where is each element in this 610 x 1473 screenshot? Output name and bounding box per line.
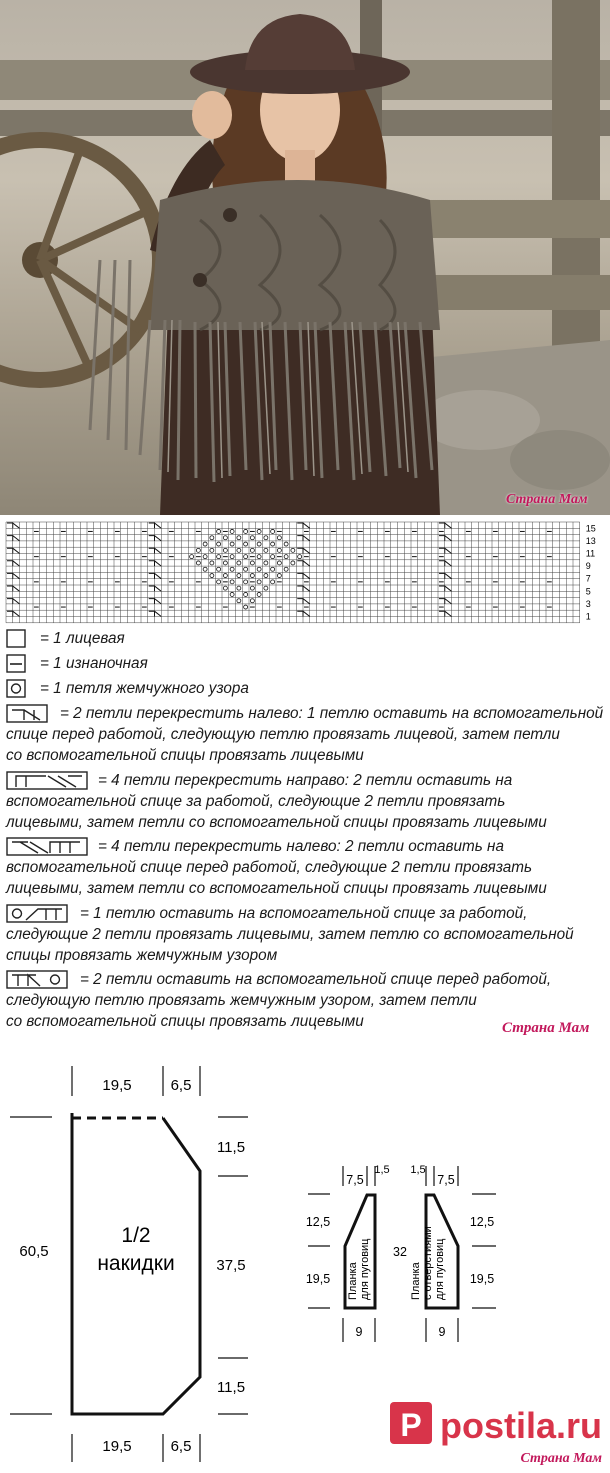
legend-item-knit: [6, 628, 125, 649]
left-band-upper-height: 12,5: [305, 1215, 331, 1229]
postila-logo: [390, 1402, 602, 1446]
legend-item-purl: [6, 653, 148, 674]
svg-text:для пуговиц: для пуговиц: [359, 1238, 371, 1300]
dim-right-middle: 37,5: [216, 1257, 246, 1274]
chart-row-number: 11: [585, 548, 596, 559]
legend-text: = 2 петли оставить на вспомогательной спице перед работой, следующую петлю провязать жемчужным узором, затем петли со вспомогательной спицы провязать лицевыми: [6, 971, 552, 1030]
brand-watermark: Страна Мам: [520, 1451, 602, 1466]
purl-symbol: [6, 654, 28, 674]
brand-watermark: Страна Мам: [502, 1020, 590, 1036]
dim-right-bottom: 11,5: [216, 1379, 246, 1396]
postila-wordmark: postila.ru: [440, 1405, 603, 1446]
chart-row-number: 7: [585, 573, 591, 584]
cross-left-2-symbol: [6, 704, 50, 724]
svg-text:для пуговиц: для пуговиц: [434, 1238, 446, 1300]
left-band-top-offset: 1,5: [374, 1164, 390, 1176]
schematic-diagram: [0, 1060, 610, 1468]
legend-item-seed: [6, 678, 249, 699]
knitting-chart: [0, 518, 610, 626]
svg-text:P: P: [400, 1407, 422, 1443]
seed-cross-left-symbol: [6, 970, 70, 990]
right-band-lower-height: 19,5: [469, 1272, 495, 1286]
right-band-upper-height: 12,5: [469, 1215, 495, 1229]
left-band-label: [347, 1238, 371, 1300]
knit-symbol: [6, 629, 28, 649]
dim-right-top: 11,5: [216, 1139, 246, 1156]
chart-row-number: 9: [585, 561, 591, 572]
right-band-label: [410, 1226, 446, 1300]
legend-item-seed-cross-left: [6, 969, 551, 1032]
poncho-model-photo: [0, 0, 610, 515]
legend-text: = 1 изнаночная: [40, 655, 148, 672]
right-band-top-offset: 1,5: [410, 1164, 426, 1176]
legend-text: = 1 петля жемчужного узора: [40, 680, 249, 697]
brand-watermark: Страна Мам: [506, 492, 588, 507]
svg-text:с отверстиями: с отверстиями: [422, 1226, 434, 1300]
legend-text: = 4 петли перекрестить налево: 2 петли оставить на вспомогательной спице перед работой, следующие 2 петли провязать лицевыми, затем петли со вспомогательной спицы провязать лицевыми: [6, 838, 547, 897]
chart-row-number: 1: [585, 611, 591, 622]
dim-total-height: 60,5: [19, 1243, 49, 1260]
cross-left-4-symbol: [6, 837, 90, 857]
left-band-bottom-width: 9: [355, 1325, 363, 1339]
left-band-top-width: 7,5: [346, 1173, 364, 1187]
legend-text: = 2 петли перекрестить налево: 1 петлю оставить на вспомогательной спице перед работой, следующую петлю провязать лицевой, затем петли со вспомогательной спицы провязать лицевыми: [6, 705, 604, 764]
cross-right-4-symbol: [6, 771, 90, 791]
chart-row-number: 3: [585, 598, 591, 609]
dim-top-bevel: 6,5: [170, 1077, 192, 1094]
legend-item-cross-left-2: [6, 703, 603, 766]
schematic-svg: [0, 1060, 610, 1468]
legend-text: = 4 петли перекрестить направо: 2 петли оставить на вспомогательной спице за работой, следующие 2 петли провязать лицевыми, затем петли со вспомогательной спицы провязать лицевыми: [6, 772, 547, 831]
chart-row-number: 5: [585, 586, 591, 597]
hero-photo: [0, 0, 610, 515]
dim-bottom-width: 19,5: [102, 1438, 132, 1455]
chart-grid: [0, 518, 610, 626]
dim-top-width: 19,5: [102, 1077, 132, 1094]
main-piece-label-1: 1/2: [121, 1224, 151, 1247]
legend-text: = 1 лицевая: [40, 630, 125, 647]
svg-text:Планка: Планка: [347, 1262, 359, 1300]
seed-stitch-symbol: [6, 679, 28, 699]
chart-row-number: 15: [585, 523, 596, 534]
legend-text: = 1 петлю оставить на вспомогательной спице за работой, следующие 2 петли провязать лицевыми, затем петлю со вспомогательной спицы провязать жемчужным узором: [6, 905, 574, 964]
left-band-lower-height: 19,5: [305, 1272, 331, 1286]
seed-cross-right-symbol: [6, 904, 70, 924]
svg-text:Планка: Планка: [410, 1262, 422, 1300]
right-band-top-width: 7,5: [437, 1173, 455, 1187]
legend-item-seed-cross-right: [6, 903, 574, 966]
chart-row-number: 13: [585, 535, 596, 546]
band-total-height: 32: [393, 1245, 407, 1259]
legend-item-cross-right-4: [6, 770, 547, 833]
dim-bottom-bevel: 6,5: [170, 1438, 192, 1455]
main-piece-label-2: накидки: [97, 1252, 175, 1275]
right-band-bottom-width: 9: [438, 1325, 446, 1339]
legend-item-cross-left-4: [6, 836, 547, 899]
